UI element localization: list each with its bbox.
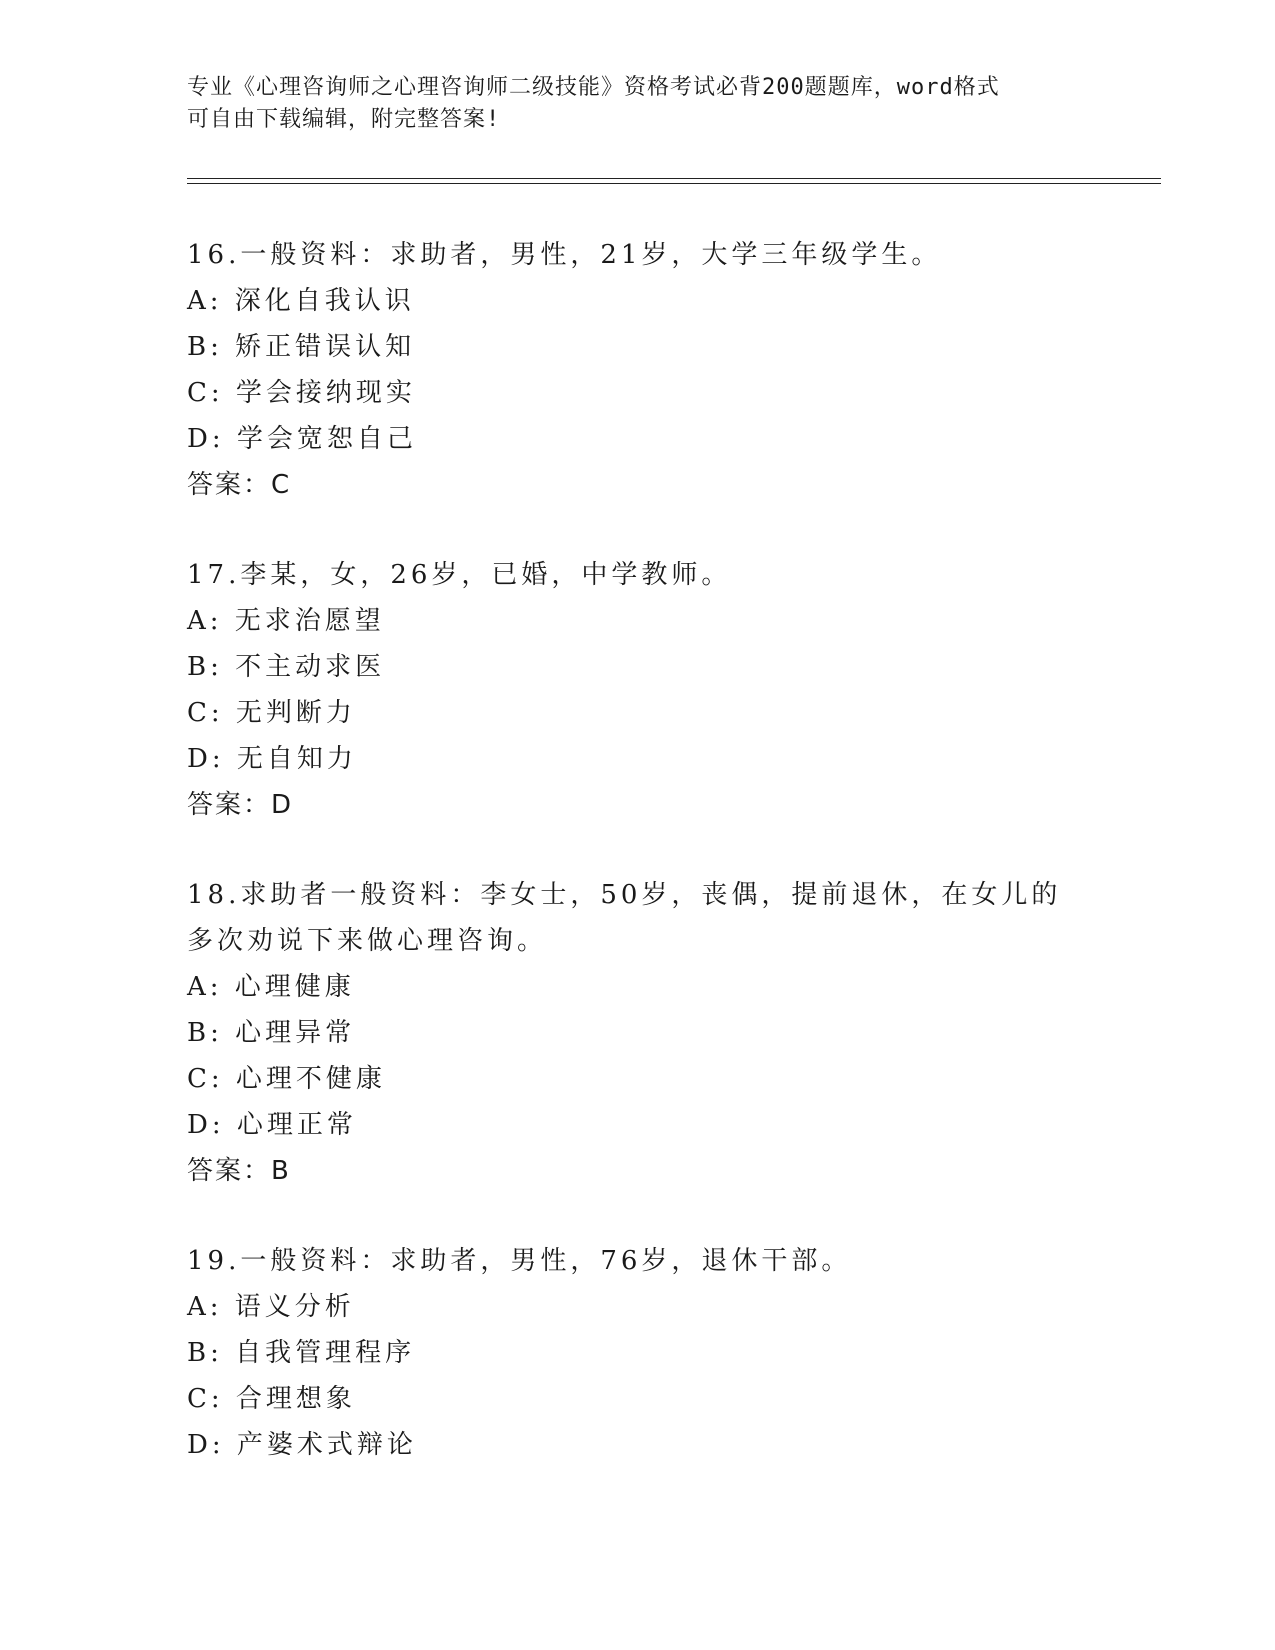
header-divider-top bbox=[187, 178, 1161, 179]
question-17 bbox=[187, 552, 1087, 828]
option-b: B: 自我管理程序 bbox=[187, 1338, 416, 1368]
question-18 bbox=[187, 872, 1087, 1194]
answer-line: 答案：B bbox=[187, 1156, 291, 1186]
option-d: D: 无自知力 bbox=[187, 744, 357, 774]
option-d: D: 心理正常 bbox=[187, 1110, 357, 1140]
question-stem: 17.李某，女，26岁，已婚，中学教师。 bbox=[187, 560, 732, 590]
option-a: A: 深化自我认识 bbox=[187, 286, 415, 316]
answer-line: 答案：D bbox=[187, 790, 294, 820]
option-a: A: 语义分析 bbox=[187, 1292, 355, 1322]
question-list bbox=[187, 232, 1087, 1512]
option-b: B: 矫正错误认知 bbox=[187, 332, 416, 362]
header-divider-bottom bbox=[187, 183, 1161, 184]
header-line-2: 可自由下载编辑，附完整答案! bbox=[187, 107, 501, 132]
option-b: B: 不主动求医 bbox=[187, 652, 386, 682]
question-stem: 16.一般资料：求助者，男性，21岁，大学三年级学生。 bbox=[187, 240, 942, 270]
option-c: C: 学会接纳现实 bbox=[187, 378, 416, 408]
question-16 bbox=[187, 232, 1087, 508]
option-d: D: 产婆术式辩论 bbox=[187, 1430, 417, 1460]
option-a: A: 心理健康 bbox=[187, 972, 355, 1002]
answer-line: 答案：C bbox=[187, 470, 292, 500]
option-d: D: 学会宽恕自己 bbox=[187, 424, 417, 454]
question-stem: 19.一般资料：求助者，男性，76岁，退休干部。 bbox=[187, 1246, 852, 1276]
option-a: A: 无求治愿望 bbox=[187, 606, 385, 636]
option-c: C: 心理不健康 bbox=[187, 1064, 386, 1094]
option-c: C: 合理想象 bbox=[187, 1384, 356, 1414]
question-stem: 18.求助者一般资料：李女士，50岁，丧偶，提前退休，在女儿的多次劝说下来做心理咨询。 bbox=[187, 880, 1062, 956]
option-b: B: 心理异常 bbox=[187, 1018, 356, 1048]
document-header bbox=[187, 72, 1087, 136]
option-c: C: 无判断力 bbox=[187, 698, 356, 728]
question-19 bbox=[187, 1238, 1087, 1468]
header-line-1: 专业《心理咨询师之心理咨询师二级技能》资格考试必背200题题库，word格式 bbox=[187, 75, 1000, 100]
